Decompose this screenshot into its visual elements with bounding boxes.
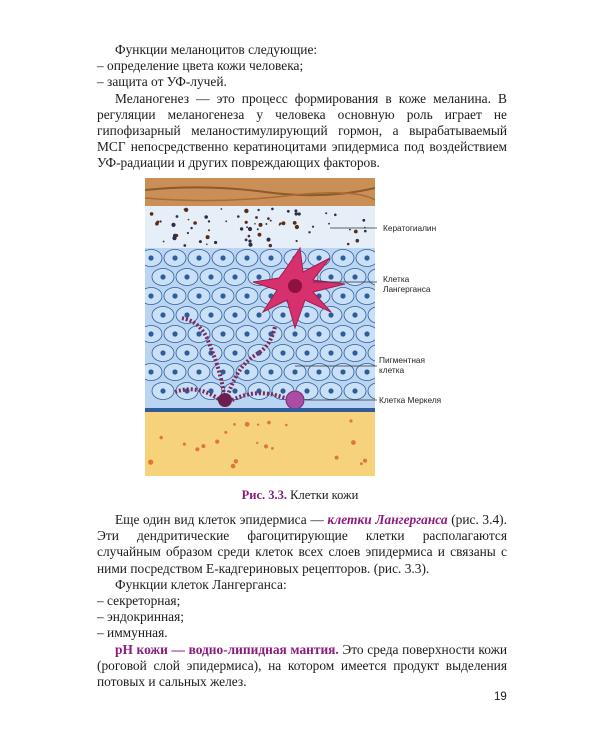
langerhans-term: клетки Лангерганса <box>327 512 448 527</box>
caption-prefix: Рис. 3.3. <box>241 488 288 502</box>
skin-cells-figure <box>145 178 475 478</box>
granule <box>163 241 165 243</box>
granule <box>246 226 248 228</box>
granule <box>171 223 175 227</box>
cell-nucleus <box>196 369 201 374</box>
label-merkel: Клетка Меркеля <box>379 395 442 405</box>
granule <box>187 232 189 234</box>
dermis-dot <box>224 431 227 434</box>
granule <box>298 212 301 215</box>
dermis-dot <box>256 442 258 444</box>
cell-nucleus <box>256 274 261 279</box>
granule <box>190 227 192 229</box>
list-item: – защита от УФ-лучей. <box>97 74 227 90</box>
cell-nucleus <box>196 293 201 298</box>
granule <box>245 239 248 242</box>
cell-nucleus <box>160 388 165 393</box>
granule <box>265 223 267 225</box>
cell-nucleus <box>184 274 189 279</box>
granule <box>150 212 154 216</box>
cell-nucleus <box>328 312 333 317</box>
list-item: – секреторная; <box>97 593 181 609</box>
label-pigment-1: Пигментная <box>379 355 426 365</box>
granule <box>334 214 337 217</box>
cell-nucleus <box>316 331 321 336</box>
granule <box>206 235 210 239</box>
granule <box>259 223 263 227</box>
paragraph-text: Еще один вид клеток эпидермиса — <box>115 512 328 527</box>
cell-nucleus <box>316 255 321 260</box>
intro-section <box>97 42 507 172</box>
cell-nucleus <box>232 274 237 279</box>
granule <box>240 227 243 230</box>
granule <box>287 210 290 213</box>
granule <box>254 223 256 225</box>
dermis-dot <box>360 462 363 465</box>
label-langerhans-1: Клетка <box>383 274 410 284</box>
granule <box>225 220 227 222</box>
cell-nucleus <box>304 388 309 393</box>
granule <box>248 240 251 243</box>
cell-nucleus <box>328 350 333 355</box>
dermis-dot <box>349 419 352 422</box>
cell-nucleus <box>232 388 237 393</box>
keratinocyte <box>368 307 390 324</box>
dermis-dot <box>195 447 199 451</box>
granule <box>349 229 351 231</box>
cell-nucleus <box>352 312 357 317</box>
cell-nucleus <box>172 293 177 298</box>
cell-nucleus <box>220 369 225 374</box>
granule <box>199 240 202 243</box>
granule <box>271 208 274 211</box>
dermis-dot <box>271 447 274 450</box>
granule <box>183 244 186 247</box>
cell-nucleus <box>328 388 333 393</box>
cell-nucleus <box>196 255 201 260</box>
cell-nucleus <box>208 312 213 317</box>
cell-nucleus <box>196 331 201 336</box>
cell-nucleus <box>220 255 225 260</box>
melanogenesis-paragraph: Меланогенез — это процесс формирования в коже меланина. В регуляции меланогенеза у человека основную роль играет не гипофизарный меланостимулирующий гормон, а вырабатываемый МСГ непосредственно кератиноцитами эпидермиса под воздействием УФ-радиации и других повреждающих факторов. <box>97 90 507 171</box>
granule <box>294 209 297 212</box>
dermis-dot <box>267 421 271 425</box>
granule <box>208 229 210 231</box>
dermis-dot <box>351 440 356 445</box>
cell-nucleus <box>268 369 273 374</box>
granule <box>248 235 251 238</box>
dermis-dot <box>257 424 259 426</box>
cell-nucleus <box>220 331 225 336</box>
cell-nucleus <box>376 274 381 279</box>
cell-nucleus <box>244 331 249 336</box>
langerhans-paragraph <box>97 512 507 577</box>
granule <box>270 220 272 222</box>
dermis-dot <box>201 444 205 448</box>
granule <box>347 243 350 246</box>
label-pigment-2: клетка <box>379 365 405 375</box>
granule <box>184 209 186 211</box>
list-item: – определение цвета кожи человека; <box>97 58 304 74</box>
cell-nucleus <box>172 331 177 336</box>
granule <box>325 212 327 214</box>
dermis <box>145 412 375 476</box>
granule <box>156 221 159 224</box>
granule <box>221 208 223 210</box>
dermis-dot <box>148 460 153 465</box>
label-langerhans-2: Лангерганса <box>383 284 431 294</box>
cell-nucleus <box>376 312 381 317</box>
granule <box>204 215 208 219</box>
dermis-dot <box>231 464 236 469</box>
cell-nucleus <box>316 369 321 374</box>
granule <box>237 215 240 218</box>
cell-nucleus <box>184 350 189 355</box>
dermis-dot <box>363 459 367 463</box>
cell-nucleus <box>340 255 345 260</box>
granule <box>257 209 259 211</box>
paragraph-text: (рис. 3.4). Эти дендритические фагоцитирующие клетки располагаются случайным образом среди клеток всех слоев эпидермиса и связаны с ними посредством Е-кадгериновых рецепторов. (рис. 3.3). <box>97 512 507 576</box>
granule <box>364 230 367 233</box>
paragraph-text: Это среда поверхности кожи (роговой слой эпидермиса), на котором имеется продукт выделения потовых и сальных желез. <box>97 641 507 690</box>
cell-nucleus <box>148 255 153 260</box>
granule <box>206 244 208 246</box>
granule <box>160 220 162 222</box>
granule <box>257 228 259 230</box>
cell-nucleus <box>364 293 369 298</box>
dermis-dot <box>160 436 163 439</box>
granule <box>356 239 360 243</box>
langerhans-section <box>97 512 507 690</box>
cell-nucleus <box>172 255 177 260</box>
skin-illustration <box>145 178 475 478</box>
cell-nucleus <box>232 312 237 317</box>
cell-nucleus <box>340 293 345 298</box>
cell-nucleus <box>256 312 261 317</box>
cell-nucleus <box>364 255 369 260</box>
cell-nucleus <box>148 369 153 374</box>
cell-nucleus <box>148 331 153 336</box>
basement-membrane <box>145 408 375 412</box>
cell-nucleus <box>160 274 165 279</box>
granule <box>258 233 262 237</box>
cell-nucleus <box>280 312 285 317</box>
granule <box>328 223 330 225</box>
granule <box>249 243 253 247</box>
granule <box>269 244 272 247</box>
merkel-cell <box>286 391 304 409</box>
dermis-dot <box>335 456 339 460</box>
dermis-dot <box>264 444 268 448</box>
granule <box>295 225 299 229</box>
dermis-dot <box>215 440 219 444</box>
cell-nucleus <box>364 369 369 374</box>
cell-nucleus <box>172 369 177 374</box>
cell-nucleus <box>184 312 189 317</box>
caption-text: Клетки кожи <box>287 488 359 502</box>
cell-nucleus <box>352 350 357 355</box>
granule <box>244 209 248 213</box>
cell-nucleus <box>220 293 225 298</box>
granule <box>279 224 281 226</box>
langerhans-functions-title: Функции клеток Лангерганса: <box>115 576 287 592</box>
dermis-dot <box>233 423 236 426</box>
pigment-cell-body <box>218 393 232 407</box>
cell-nucleus <box>244 369 249 374</box>
cell-nucleus <box>328 274 333 279</box>
dermis-dot <box>285 424 288 427</box>
cell-nucleus <box>244 255 249 260</box>
cell-nucleus <box>340 331 345 336</box>
granule <box>248 227 252 231</box>
cell-nucleus <box>268 255 273 260</box>
label-keratohyalin: Кератогиалин <box>383 223 437 233</box>
cell-nucleus <box>376 388 381 393</box>
granule <box>208 220 210 222</box>
list-item: – эндокринная; <box>97 609 184 625</box>
granule <box>176 215 179 218</box>
cell-nucleus <box>292 369 297 374</box>
granule <box>296 240 298 242</box>
dermis-dot <box>234 459 238 463</box>
functions-title: Функции меланоцитов следующие: <box>115 42 318 57</box>
cell-nucleus <box>280 350 285 355</box>
granule <box>282 221 286 225</box>
granule <box>354 230 358 234</box>
granule <box>295 212 298 215</box>
granule <box>255 216 258 219</box>
granule <box>245 221 248 224</box>
granule <box>267 217 270 220</box>
granule <box>267 238 271 242</box>
cell-nucleus <box>304 312 309 317</box>
granule <box>308 231 310 233</box>
granular-layer <box>145 206 375 248</box>
cell-nucleus <box>280 388 285 393</box>
dermis-dot <box>245 422 250 427</box>
dermis-dot <box>183 443 186 446</box>
cell-nucleus <box>208 274 213 279</box>
granule <box>362 219 365 222</box>
cell-nucleus <box>352 388 357 393</box>
cell-nucleus <box>304 350 309 355</box>
granule <box>188 219 190 221</box>
granule <box>193 221 197 225</box>
list-item: – иммунная. <box>97 625 168 641</box>
cell-nucleus <box>232 350 237 355</box>
ph-term: pH кожи — водно-липидная мантия. <box>115 641 339 657</box>
cell-nucleus <box>160 350 165 355</box>
cell-nucleus <box>340 369 345 374</box>
page-number: 19 <box>494 691 507 703</box>
cell-nucleus <box>292 331 297 336</box>
cell-nucleus <box>160 312 165 317</box>
cell-nucleus <box>244 293 249 298</box>
ph-paragraph <box>97 642 507 691</box>
cell-nucleus <box>364 331 369 336</box>
cell-nucleus <box>352 274 357 279</box>
figure-caption <box>0 488 600 503</box>
granule <box>214 241 217 244</box>
cell-nucleus <box>148 293 153 298</box>
granule <box>175 234 178 237</box>
granule <box>293 221 297 225</box>
granule <box>312 226 314 228</box>
